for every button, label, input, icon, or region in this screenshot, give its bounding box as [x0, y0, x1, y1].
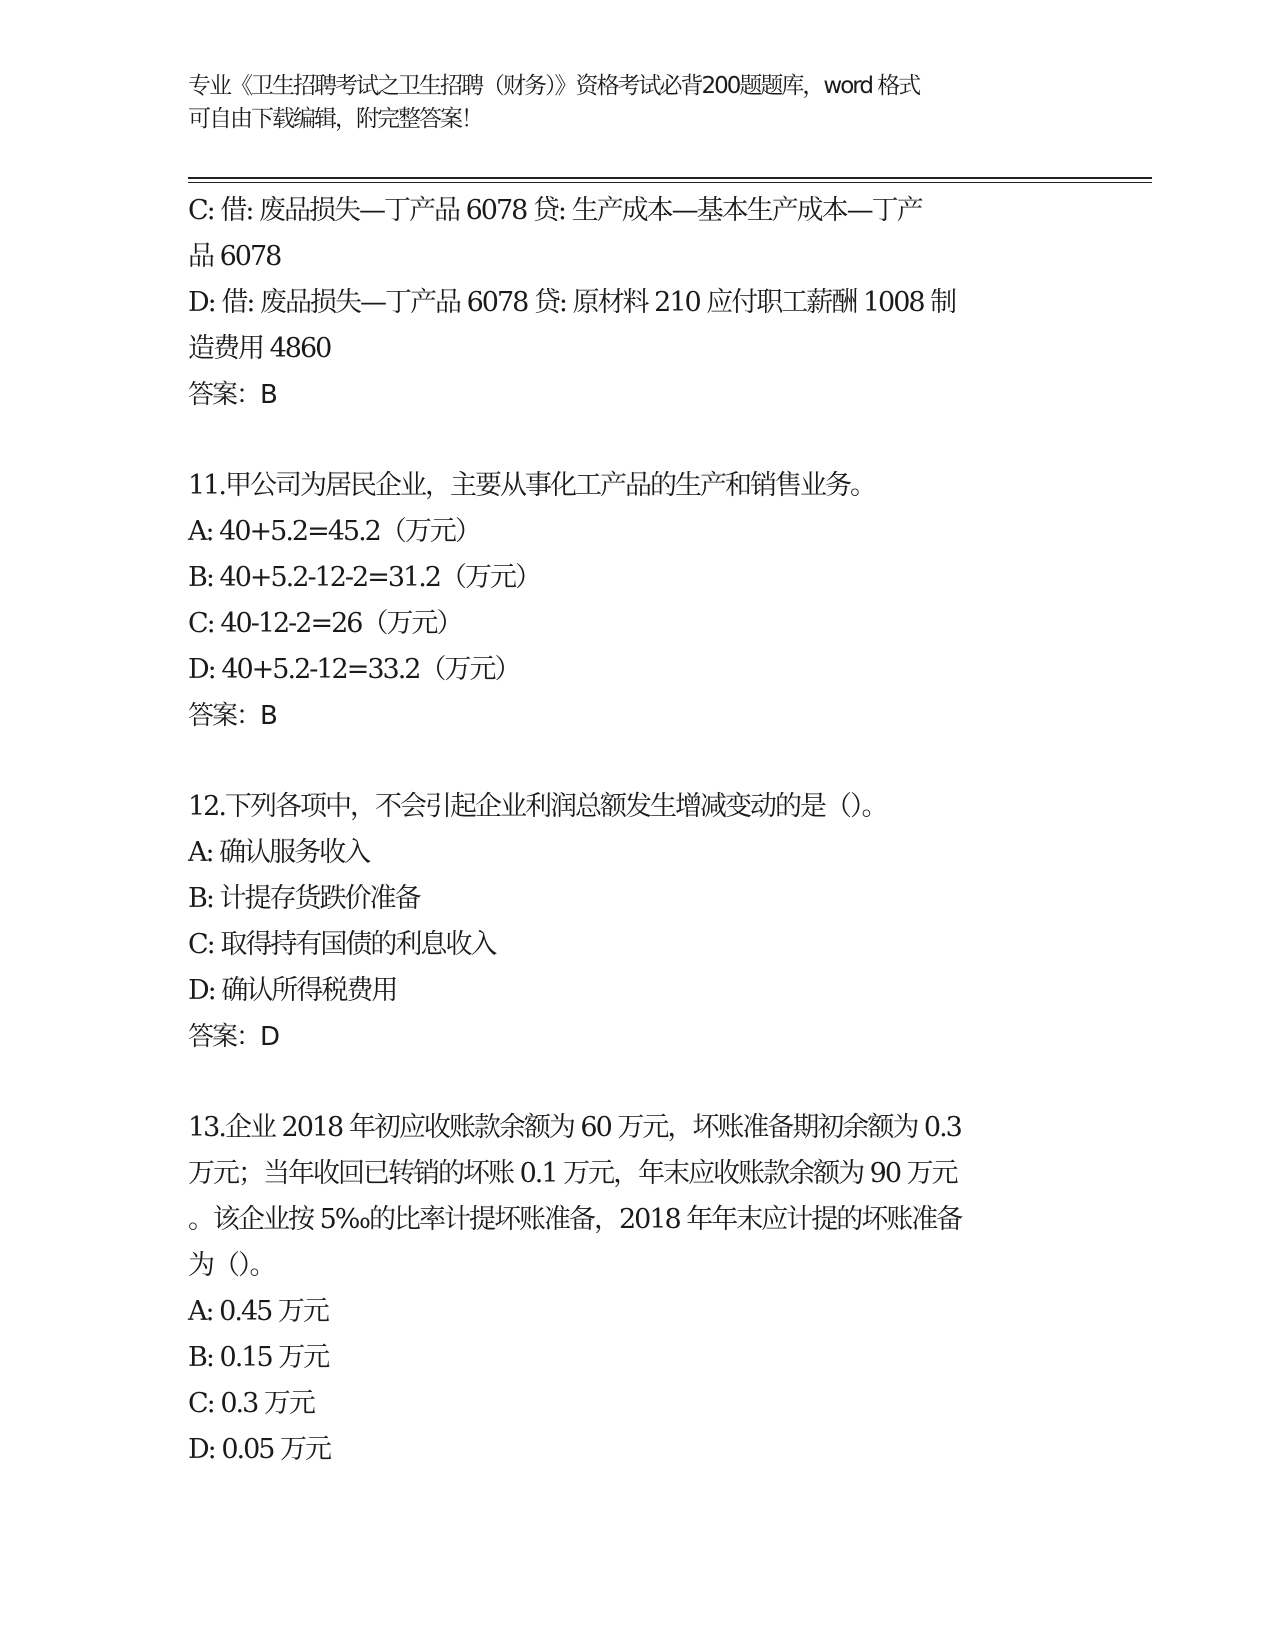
- q11-option-d: D: 40+5.2-12=33.2（万元）: [188, 654, 520, 685]
- header-title-line-2: 可自由下载编辑，附完整答案！: [188, 106, 482, 132]
- header-divider-thin: [188, 182, 1152, 183]
- q10-option-d-line-2: 造费用 4860: [188, 333, 331, 364]
- q10-option-d-line-1: D: 借: 废品损失—丁产品 6078 贷: 原材料 210 应付职工薪酬 1008 制: [188, 287, 956, 318]
- q12-option-c: C: 取得持有国债的利息收入: [188, 929, 496, 960]
- q13-option-c: C: 0.3 万元: [188, 1388, 314, 1419]
- q13-stem-line-4: 为（）。: [188, 1250, 275, 1281]
- q13-option-b: B: 0.15 万元: [188, 1342, 329, 1373]
- q13-stem-line-2: 万元；当年收回已转销的坏账 0.1 万元，年末应收账款余额为 90 万元: [188, 1158, 957, 1189]
- q13-option-d: D: 0.05 万元: [188, 1434, 331, 1465]
- spacer: [188, 739, 1088, 784]
- q10-option-c-line-2: 品 6078: [188, 241, 281, 272]
- q11-option-a: A: 40+5.2=45.2（万元）: [188, 516, 480, 547]
- question-10-tail: [188, 188, 1088, 418]
- q11-option-c: C: 40-12-2=26（万元）: [188, 608, 462, 639]
- q10-option-c-line-1: C: 借: 废品损失—丁产品 6078 贷: 生产成本—基本生产成本—丁产: [188, 195, 922, 226]
- q13-option-a: A: 0.45 万元: [188, 1296, 328, 1327]
- q10-answer: 答案：B: [188, 380, 276, 410]
- header-divider-thick: [188, 177, 1152, 179]
- document-header: [188, 70, 1088, 136]
- q12-option-d: D: 确认所得税费用: [188, 975, 397, 1006]
- q12-stem: 12.下列各项中，不会引起企业利润总额发生增减变动的是（）。: [188, 791, 887, 822]
- header-title-line-1: 专业《卫生招聘考试之卫生招聘（财务）》资格考试必背200题题库，word 格式: [188, 73, 920, 99]
- question-content: [188, 188, 1088, 1473]
- question-11: [188, 463, 1088, 739]
- q13-stem-line-1: 13.企业 2018 年初应收账款余额为 60 万元，坏账准备期初余额为 0.3: [188, 1112, 961, 1143]
- q11-stem: 11.甲公司为居民企业，主要从事化工产品的生产和销售业务。: [188, 470, 875, 501]
- q13-stem-line-3: 。该企业按 5‰的比率计提坏账准备，2018 年年末应计提的坏账准备: [188, 1204, 962, 1235]
- spacer: [188, 418, 1088, 463]
- spacer: [188, 1060, 1088, 1105]
- question-12: [188, 784, 1088, 1060]
- q12-answer: 答案：D: [188, 1022, 279, 1052]
- q11-answer: 答案：B: [188, 701, 276, 731]
- q12-option-a: A: 确认服务收入: [188, 837, 370, 868]
- question-13: [188, 1105, 1088, 1473]
- q11-option-b: B: 40+5.2-12-2=31.2（万元）: [188, 562, 540, 593]
- q12-option-b: B: 计提存货跌价准备: [188, 883, 420, 914]
